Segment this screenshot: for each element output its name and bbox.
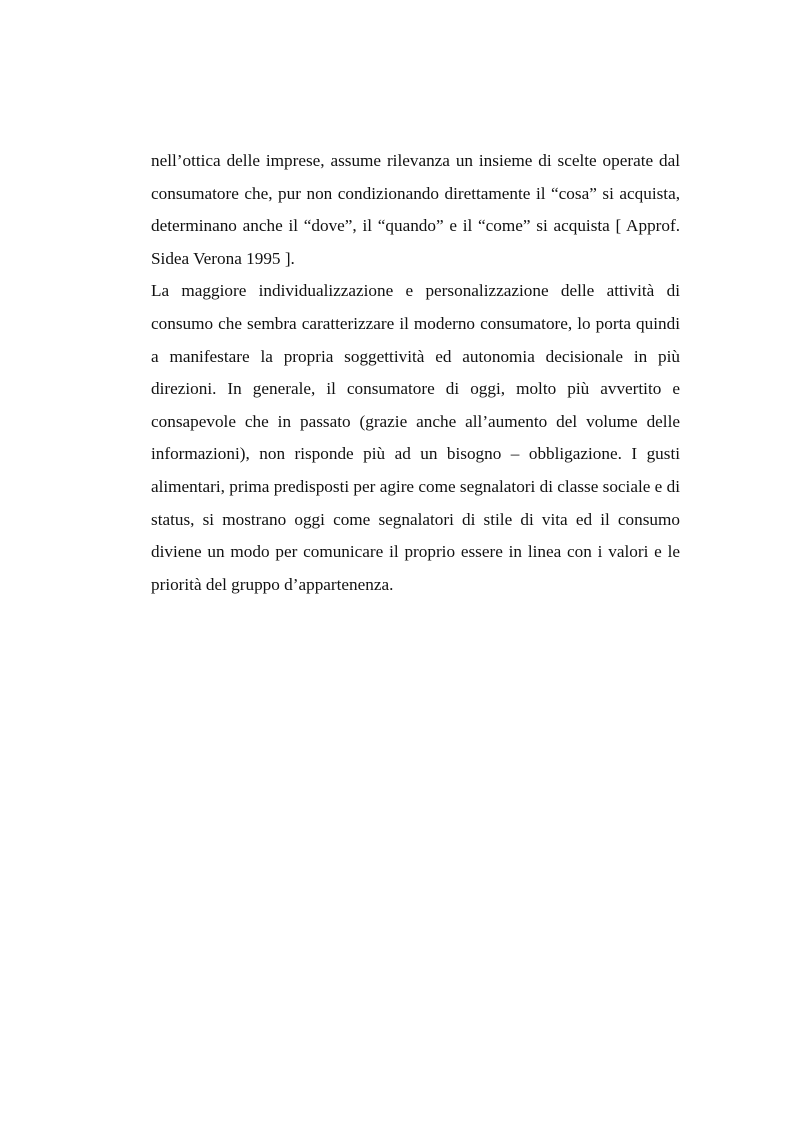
paragraph-1: nell’ottica delle imprese, assume rilevanza un insieme di scelte operate dal consumatore che, pur non condizionando direttamente il “cosa” si acquista, determinano anche il “dove”, il “quando” e il “come” si acquista [ Approf. Sidea Verona 1995 ]. (151, 151, 680, 268)
body-text (151, 145, 680, 601)
paragraph-2: La maggiore individualizzazione e personalizzazione delle attività di consumo che sembra caratterizzare il moderno consumatore, lo porta quindi a manifestare la propria soggettività ed autonomia decisionale in più direzioni. In generale, il consumatore di oggi, molto più avvertito e consapevole che in passato (grazie anche all’aumento del volume delle informazioni), non risponde più ad un bisogno – obbligazione. I gusti alimentari, prima predisposti per agire come segnalatori di classe sociale e di status, si mostrano oggi come segnalatori di stile di vita ed il consumo diviene un modo per comunicare il proprio essere in linea con i valori e le priorità del gruppo d’appartenenza. (151, 281, 680, 594)
